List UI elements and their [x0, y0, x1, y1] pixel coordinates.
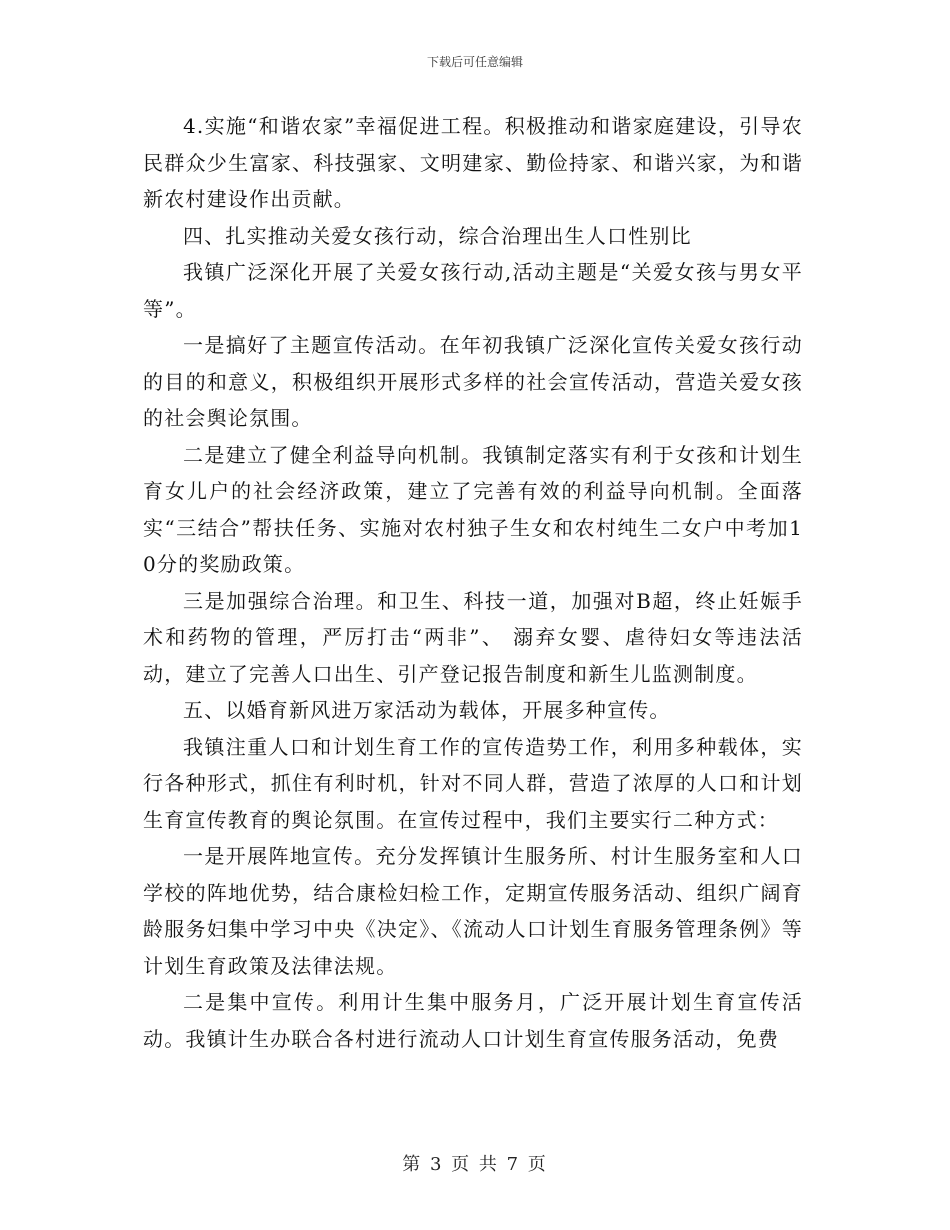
section-heading: 四、扎实推动关爱女孩行动，综合治理出生人口性别比: [183, 223, 692, 248]
header-note: 下载后可任意编辑: [426, 55, 523, 69]
paragraph: 二是建立了健全利益导向机制。我镇制定落实有利于女孩和计划生育女儿户的社会经济政策，建立了完善有效的利益导向机制。全面落实“三结合”帮扶任务、实施对农村独子生女和农村纯生二女户中考加10分的奖励政策。: [143, 442, 803, 576]
section-heading: 五、以婚育新风进万家活动为载体，开展多种宣传。: [183, 698, 671, 722]
page-header: [0, 54, 950, 70]
paragraph: 二是集中宣传。利用计生集中服务月，广泛开展计划生育宣传活动。我镇计生办联合各村进行流动人口计划生育宣传服务活动，免费: [143, 990, 803, 1051]
paragraph: 我镇广泛深化开展了关爱女孩行动,活动主题是“关爱女孩与男女平等”。: [143, 260, 803, 321]
paragraph: 一是搞好了主题宣传活动。在年初我镇广泛深化宣传关爱女孩行动的目的和意义，积极组织开展形式多样的社会宣传活动，营造关爱女孩的社会舆论氛围。: [143, 333, 803, 430]
paragraph: 一是开展阵地宣传。充分发挥镇计生服务所、村计生服务室和人口学校的阵地优势，结合康检妇检工作，定期宣传服务活动、组织广阔育龄服务妇集中学习中央《决定》、《流动人口计划生育服务管理条例》等计划生育政策及法律法规。: [143, 844, 803, 978]
paragraph: 三是加强综合治理。和卫生、科技一道，加强对B超，终止妊娠手术和药物的管理，严厉打击“两非”、 溺弃女婴、虐待妇女等违法活动，建立了完善人口出生、引产登记报告制度和新生儿监测制度。: [143, 588, 803, 686]
paragraph: 4.实施“和谐农家”幸福促进工程。积极推动和谐家庭建设，引导农民群众少生富家、科技强家、文明建家、勤俭持家、和谐兴家，为和谐新农村建设作出贡献。: [143, 114, 803, 211]
page-footer: [0, 1154, 950, 1176]
paragraph: 我镇注重人口和计划生育工作的宣传造势工作，利用多种载体，实行各种形式，抓住有利时机，针对不同人群，营造了浓厚的人口和计划生育宣传教育的舆论氛围。在宣传过程中，我们主要实行二种方式：: [143, 734, 803, 832]
page-number: 第 3 页 共 7 页: [402, 1154, 548, 1175]
document-body: [143, 108, 803, 1057]
